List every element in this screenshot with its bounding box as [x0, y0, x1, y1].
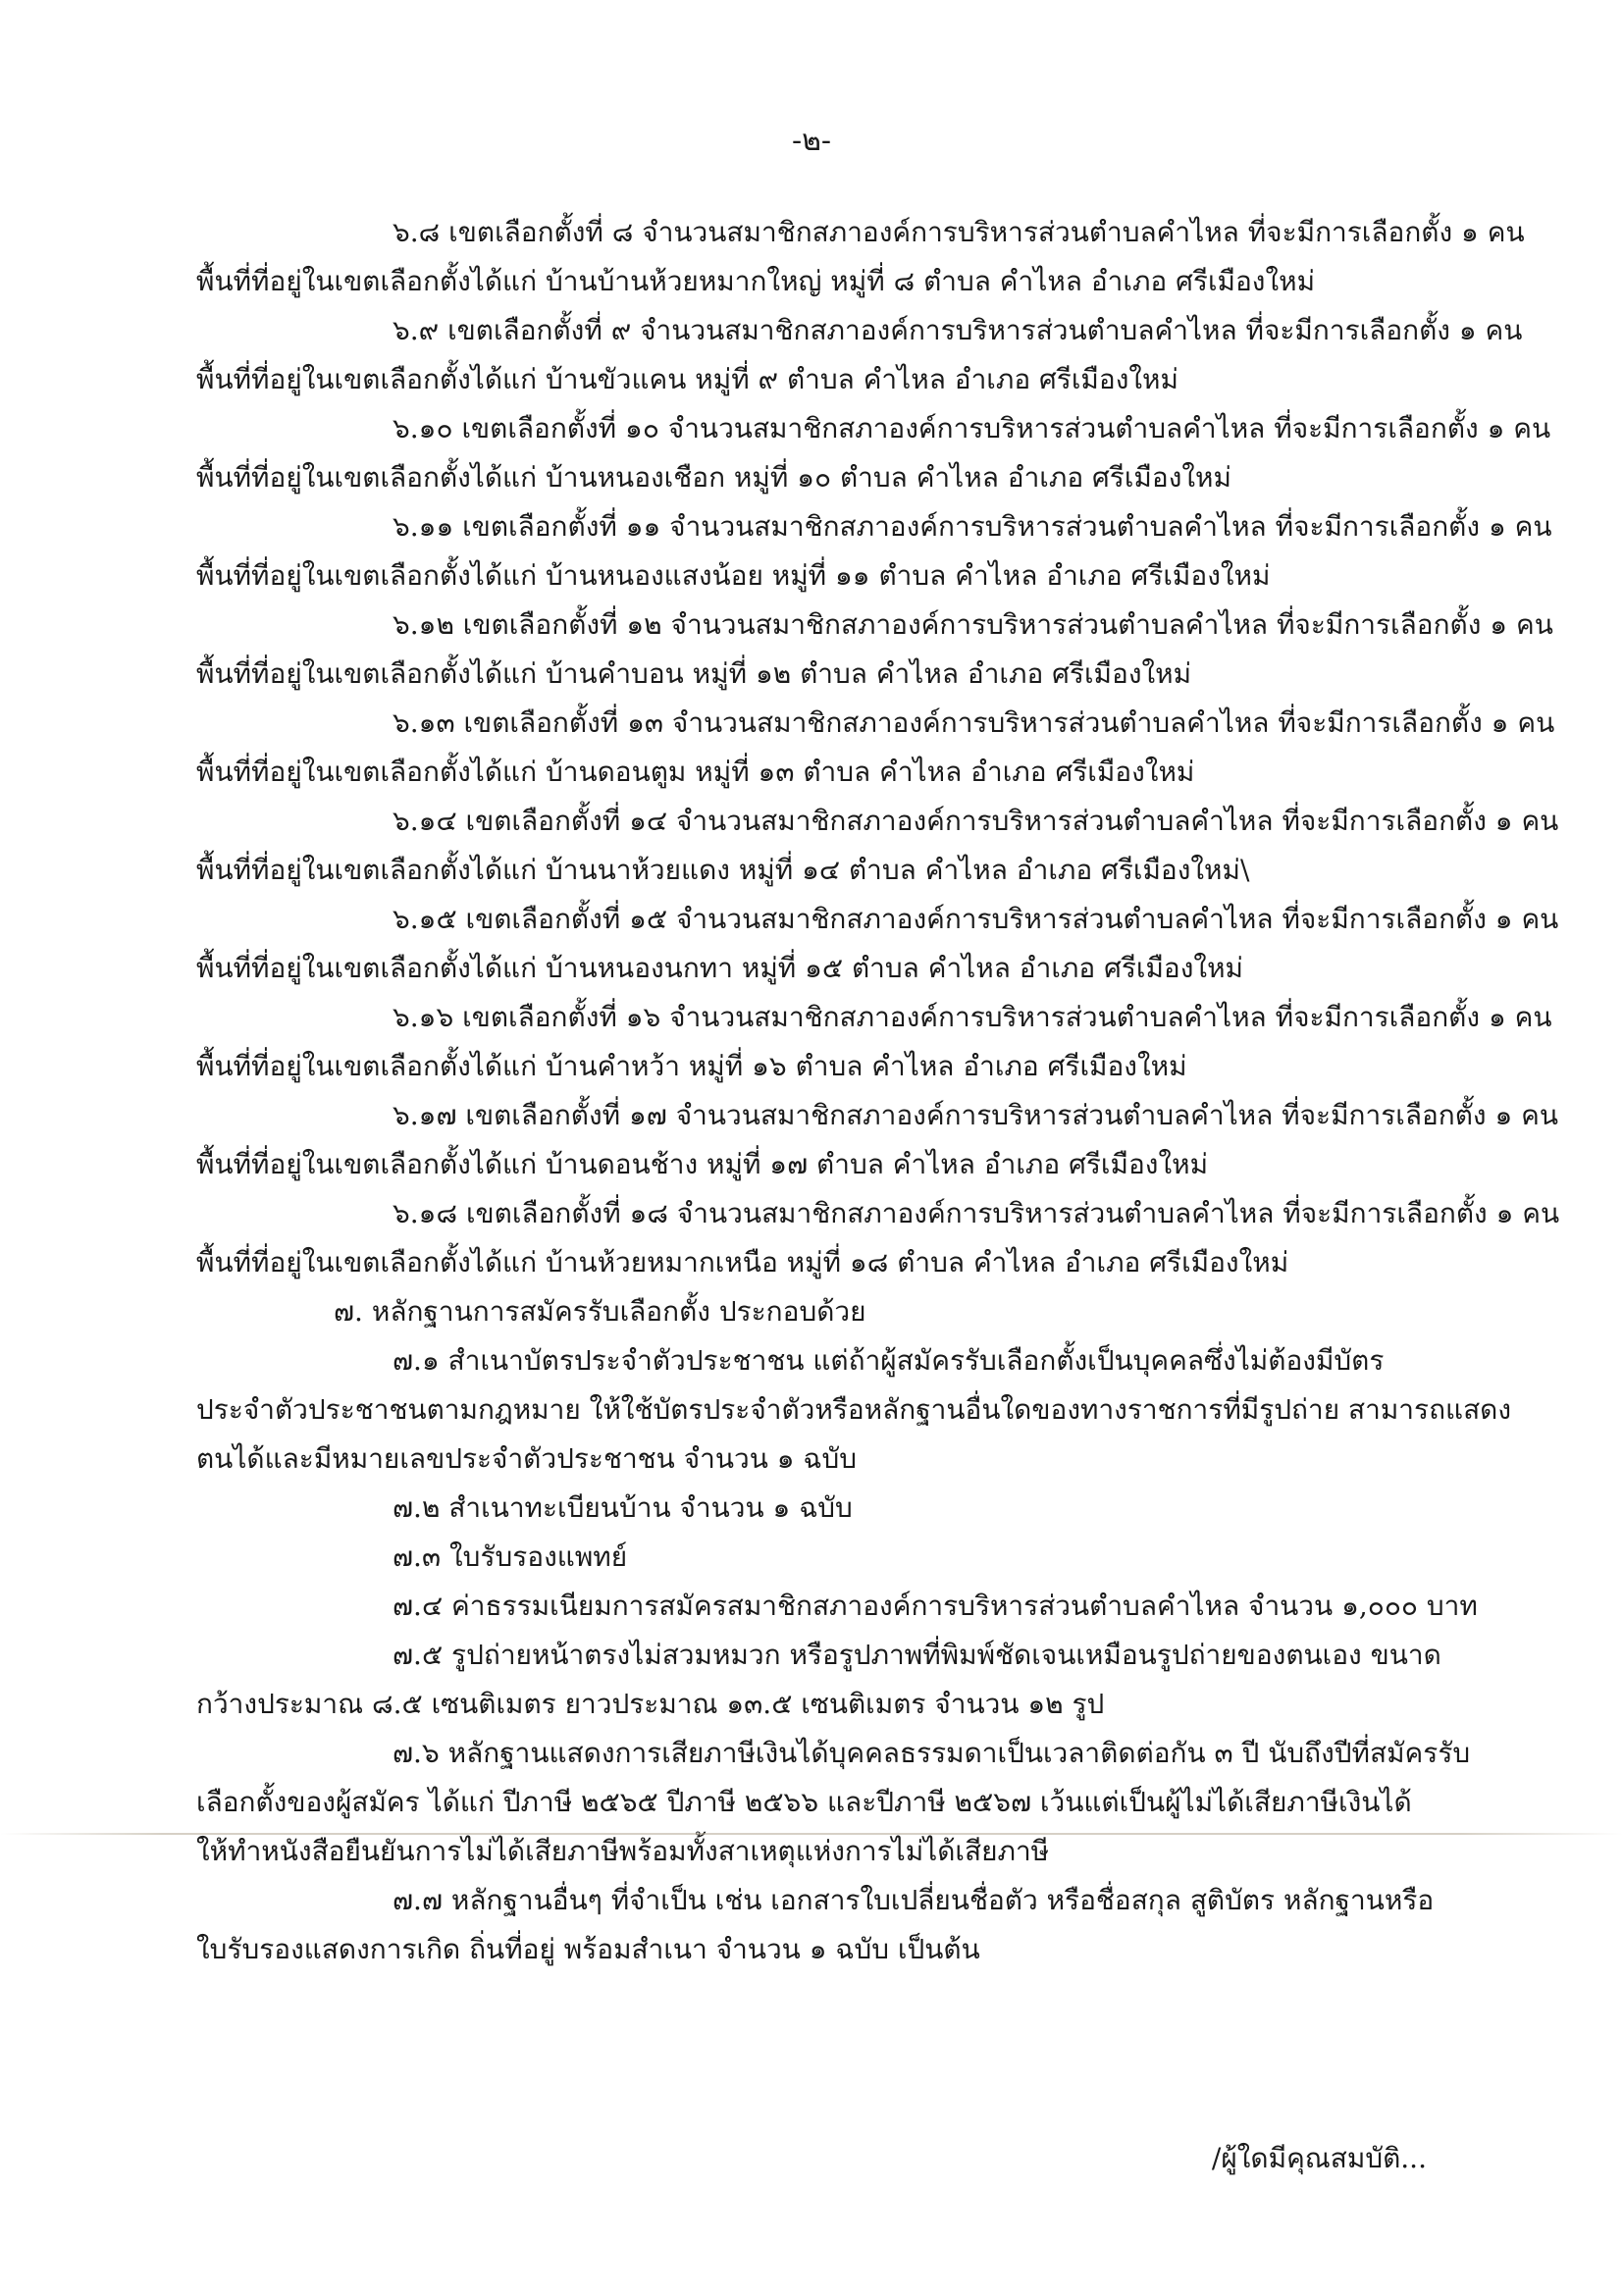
district-heading-line: ๖.๑๐ เขตเลือกตั้งที่ ๑๐ จำนวนสมาชิกสภาองค์การบริหารส่วนตำบลคำไหล ที่จะมีการเลือกตั้ง ๑ คน	[393, 412, 1551, 444]
district-area-line: พื้นที่ที่อยู่ในเขตเลือกตั้งได้แก่ บ้านบ้านห้วยหมากใหญ่ หมู่ที่ ๘ ตำบล คำไหล อำเภอ ศรีเมืองใหม่	[196, 265, 1316, 297]
district-area-line: พื้นที่ที่อยู่ในเขตเลือกตั้งได้แก่ บ้านหนองแสงน้อย หมู่ที่ ๑๑ ตำบล คำไหล อำเภอ ศรีเมืองใหม่	[196, 559, 1271, 592]
district-heading-line: ๖.๑๔ เขตเลือกตั้งที่ ๑๔ จำนวนสมาชิกสภาองค์การบริหารส่วนตำบลคำไหล ที่จะมีการเลือกตั้ง ๑ คน	[393, 805, 1559, 837]
district-entry	[196, 600, 1553, 699]
requirement-item	[196, 1631, 1472, 1729]
district-heading-line: ๖.๙ เขตเลือกตั้งที่ ๙ จำนวนสมาชิกสภาองค์การบริหารส่วนตำบลคำไหล ที่จะมีการเลือกตั้ง ๑ คน	[393, 314, 1523, 346]
district-area-line: พื้นที่ที่อยู่ในเขตเลือกตั้งได้แก่ บ้านหนองนกทา หมู่ที่ ๑๕ ตำบล คำไหล อำเภอ ศรีเมืองใหม่	[196, 952, 1243, 984]
requirement-item-continued-line: ตนได้และมีหมายเลขประจำตัวประชาชน จำนวน ๑ ฉบับ	[196, 1442, 858, 1475]
section-7	[196, 1287, 1512, 1974]
district-heading-line: ๖.๑๗ เขตเลือกตั้งที่ ๑๗ จำนวนสมาชิกสภาองค์การบริหารส่วนตำบลคำไหล ที่จะมีการเลือกตั้ง ๑ คน	[393, 1099, 1559, 1131]
document-body	[196, 208, 1560, 1974]
district-heading-line: ๖.๘ เขตเลือกตั้งที่ ๘ จำนวนสมาชิกสภาองค์การบริหารส่วนตำบลคำไหล ที่จะมีการเลือกตั้ง ๑ คน	[393, 216, 1525, 248]
district-heading-line: ๖.๑๖ เขตเลือกตั้งที่ ๑๖ จำนวนสมาชิกสภาองค์การบริหารส่วนตำบลคำไหล ที่จะมีการเลือกตั้ง ๑ คน	[393, 1001, 1552, 1033]
requirement-item	[196, 1729, 1472, 1876]
section-7-heading: ๗. หลักฐานการสมัครรับเลือกตั้ง ประกอบด้วย	[334, 1295, 866, 1328]
district-heading-line: ๖.๑๓ เขตเลือกตั้งที่ ๑๓ จำนวนสมาชิกสภาองค์การบริหารส่วนตำบลคำไหล ที่จะมีการเลือกตั้ง ๑ คน	[393, 706, 1555, 739]
requirement-item-continued-line: กว้างประมาณ ๘.๕ เซนติเมตร ยาวประมาณ ๑๓.๕ เซนติเมตร จำนวน ๑๒ รูป	[196, 1688, 1105, 1720]
district-heading-line: ๖.๑๕ เขตเลือกตั้งที่ ๑๕ จำนวนสมาชิกสภาองค์การบริหารส่วนตำบลคำไหล ที่จะมีการเลือกตั้ง ๑ คน	[393, 903, 1559, 935]
district-entry	[196, 699, 1555, 797]
district-heading-line: ๖.๑๑ เขตเลือกตั้งที่ ๑๑ จำนวนสมาชิกสภาองค์การบริหารส่วนตำบลคำไหล ที่จะมีการเลือกตั้ง ๑ คน	[393, 510, 1552, 543]
district-heading-line: ๖.๑๒ เขตเลือกตั้งที่ ๑๒ จำนวนสมาชิกสภาองค์การบริหารส่วนตำบลคำไหล ที่จะมีการเลือกตั้ง ๑ คน	[393, 608, 1553, 641]
requirement-item	[196, 1336, 1512, 1484]
district-entry	[196, 306, 1523, 404]
district-entry	[196, 993, 1552, 1091]
requirement-item	[196, 1533, 1472, 1582]
district-entry	[196, 895, 1559, 993]
district-area-line: พื้นที่ที่อยู่ในเขตเลือกตั้งได้แก่ บ้านคำบอน หมู่ที่ ๑๒ ตำบล คำไหล อำเภอ ศรีเมืองใหม่	[196, 657, 1192, 690]
district-entry	[196, 797, 1559, 895]
district-area-line: พื้นที่ที่อยู่ในเขตเลือกตั้งได้แก่ บ้านดอนช้าง หมู่ที่ ๑๗ ตำบล คำไหล อำเภอ ศรีเมืองใหม่	[196, 1148, 1209, 1180]
requirement-item	[196, 1876, 1472, 1974]
requirement-item	[196, 1582, 1478, 1631]
district-area-line: พื้นที่ที่อยู่ในเขตเลือกตั้งได้แก่ บ้านคำหว้า หมู่ที่ ๑๖ ตำบล คำไหล อำเภอ ศรีเมืองใหม่	[196, 1050, 1187, 1082]
district-entry	[196, 1091, 1559, 1189]
requirement-item-first-line: ๗.๖ หลักฐานแสดงการเสียภาษีเงินได้บุคคลธรรมดาเป็นเวลาติดต่อกัน ๓ ปี นับถึงปีที่สมัครรับ	[393, 1737, 1471, 1769]
district-area-line: พื้นที่ที่อยู่ในเขตเลือกตั้งได้แก่ บ้านหนองเชือก หมู่ที่ ๑๐ ตำบล คำไหล อำเภอ ศรีเมืองใหม่	[196, 461, 1231, 494]
requirement-item-first-line: ๗.๗ หลักฐานอื่นๆ ที่จำเป็น เช่น เอกสารใบเปลี่ยนชื่อตัว หรือชื่อสกุล สูติบัตร หลักฐานหรือ	[393, 1884, 1435, 1916]
district-area-line: พื้นที่ที่อยู่ในเขตเลือกตั้งได้แก่ บ้านขัวแคน หมู่ที่ ๙ ตำบล คำไหล อำเภอ ศรีเมืองใหม่	[196, 363, 1178, 395]
district-area-line: พื้นที่ที่อยู่ในเขตเลือกตั้งได้แก่ บ้านห้วยหมากเหนือ หมู่ที่ ๑๘ ตำบล คำไหล อำเภอ ศรีเมืองใหม่	[196, 1246, 1289, 1278]
continuation-marker: /ผู้ใดมีคุณสมบัติ...	[1211, 2142, 1427, 2174]
district-entry	[196, 404, 1551, 502]
page-number: -๒-	[791, 124, 832, 158]
requirement-item-first-line: ๗.๒ สำเนาทะเบียนบ้าน จำนวน ๑ ฉบับ	[393, 1491, 853, 1524]
requirement-item-first-line: ๗.๓ ใบรับรองแพทย์	[393, 1540, 628, 1573]
district-entry	[196, 1189, 1560, 1287]
requirement-item-first-line: ๗.๕ รูปถ่ายหน้าตรงไม่สวมหมวก หรือรูปภาพที่พิมพ์ชัดเจนเหมือนรูปถ่ายของตนเอง ขนาด	[393, 1639, 1441, 1671]
district-area-line: พื้นที่ที่อยู่ในเขตเลือกตั้งได้แก่ บ้านนาห้วยแดง หมู่ที่ ๑๔ ตำบล คำไหล อำเภอ ศรีเมืองใหม่\	[196, 854, 1250, 886]
district-entry	[196, 208, 1525, 306]
scan-fold-line	[0, 1833, 1623, 1835]
requirement-item-continued-line: ให้ทำหนังสือยืนยันการไม่ได้เสียภาษีพร้อมทั้งสาเหตุแห่งการไม่ได้เสียภาษี	[196, 1835, 1050, 1867]
requirement-item-continued-line: เลือกตั้งของผู้สมัคร ได้แก่ ปีภาษี ๒๕๖๕ ปีภาษี ๒๕๖๖ และปีภาษี ๒๕๖๗ เว้นแต่เป็นผู้ไม่ได้เสียภาษีเงินได้	[196, 1786, 1412, 1818]
requirement-item-first-line: ๗.๔ ค่าธรรมเนียมการสมัครสมาชิกสภาองค์การบริหารส่วนตำบลคำไหล จำนวน ๑,๐๐๐ บาท	[393, 1590, 1478, 1622]
district-area-line: พื้นที่ที่อยู่ในเขตเลือกตั้งได้แก่ บ้านดอนตูม หมู่ที่ ๑๓ ตำบล คำไหล อำเภอ ศรีเมืองใหม่	[196, 756, 1195, 788]
district-heading-line: ๖.๑๘ เขตเลือกตั้งที่ ๑๘ จำนวนสมาชิกสภาองค์การบริหารส่วนตำบลคำไหล ที่จะมีการเลือกตั้ง ๑ คน	[393, 1197, 1560, 1229]
requirement-item-continued-line: ประจำตัวประชาชนตามกฎหมาย ให้ใช้บัตรประจำตัวหรือหลักฐานอื่นใดของทางราชการที่มีรูปถ่าย สามารถแสดง	[196, 1393, 1512, 1426]
requirement-item	[196, 1484, 1472, 1533]
district-entry	[196, 502, 1552, 600]
requirement-item-first-line: ๗.๑ สำเนาบัตรประจำตัวประชาชน แต่ถ้าผู้สมัครรับเลือกตั้งเป็นบุคคลซึ่งไม่ต้องมีบัตร	[393, 1344, 1385, 1377]
requirement-item-continued-line: ใบรับรองแสดงการเกิด ถิ่นที่อยู่ พร้อมสำเนา จำนวน ๑ ฉบับ เป็นต้น	[196, 1933, 980, 1965]
